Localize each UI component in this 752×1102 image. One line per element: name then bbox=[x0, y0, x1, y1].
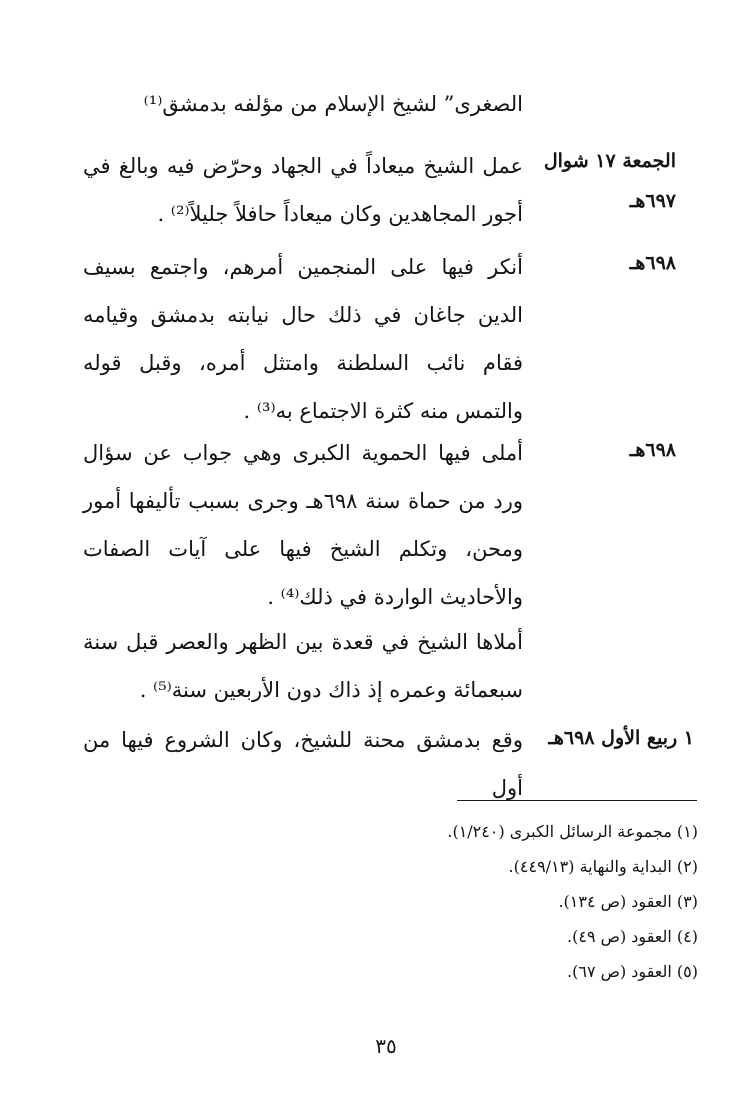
footnote-item: (٤) العقود (ص ٤٩). bbox=[567, 927, 698, 946]
footnote-item: (٥) العقود (ص ٦٧). bbox=[567, 962, 698, 981]
footnote-item: (١) مجموعة الرسائل الكبرى (١/٢٤٠). bbox=[447, 822, 698, 841]
footnote-item: (٢) البداية والنهاية (٤٤٩/١٣). bbox=[508, 857, 698, 876]
entry-text-4: أملاها الشيخ في قعدة بين الظهر والعصر قبل سنة سبعمائة وعمره إذ ذاك دون الأربعين سنة⁽⁵⁾ . bbox=[83, 630, 523, 702]
footnote-item: (٣) العقود (ص ١٣٤). bbox=[558, 892, 698, 911]
entry-date-1: الجمعة ١٧ شوال ٦٩٧هـ bbox=[543, 150, 676, 212]
intro-line: الصغرى” لشيخ الإسلام من مؤلفه بدمشق⁽¹⁾ bbox=[143, 92, 523, 116]
footnotes-list bbox=[298, 814, 698, 989]
entry-text-2: أنكر فيها على المنجمين أمرهم، واجتمع بسيف الدين جاغان في ذلك حال نيابته بدمشق وقيامه فقام نائب السلطنة وامتثل أمره، وقبل قوله والتمس منه كثرة الاجتماع به⁽³⁾ . bbox=[83, 255, 523, 423]
entry-date-2: ٦٩٨هـ bbox=[629, 252, 676, 274]
page-number: ٣٥ bbox=[375, 1034, 397, 1058]
entry-date-5: ١ ربيع الأول ٦٩٨هـ bbox=[548, 727, 694, 749]
entry-date-3: ٦٩٨هـ bbox=[629, 439, 676, 461]
footnote-divider bbox=[457, 800, 697, 801]
entry-text-5: وقع بدمشق محنة للشيخ، وكان الشروع فيها من أول bbox=[83, 728, 523, 800]
entry-text-1: عمل الشيخ ميعاداً في الجهاد وحرّض فيه وبالغ في أجور المجاهدين وكان ميعاداً حافلاً جليلاً⁽²⁾ . bbox=[83, 154, 523, 226]
entry-text-3: أملى فيها الحموية الكبرى وهي جواب عن سؤال ورد من حماة سنة ٦٩٨هـ وجرى بسبب تأليفها أمور ومحن، وتكلم الشيخ فيها على آيات الصفات والأحاديث الواردة في ذلك⁽⁴⁾ . bbox=[83, 441, 523, 609]
